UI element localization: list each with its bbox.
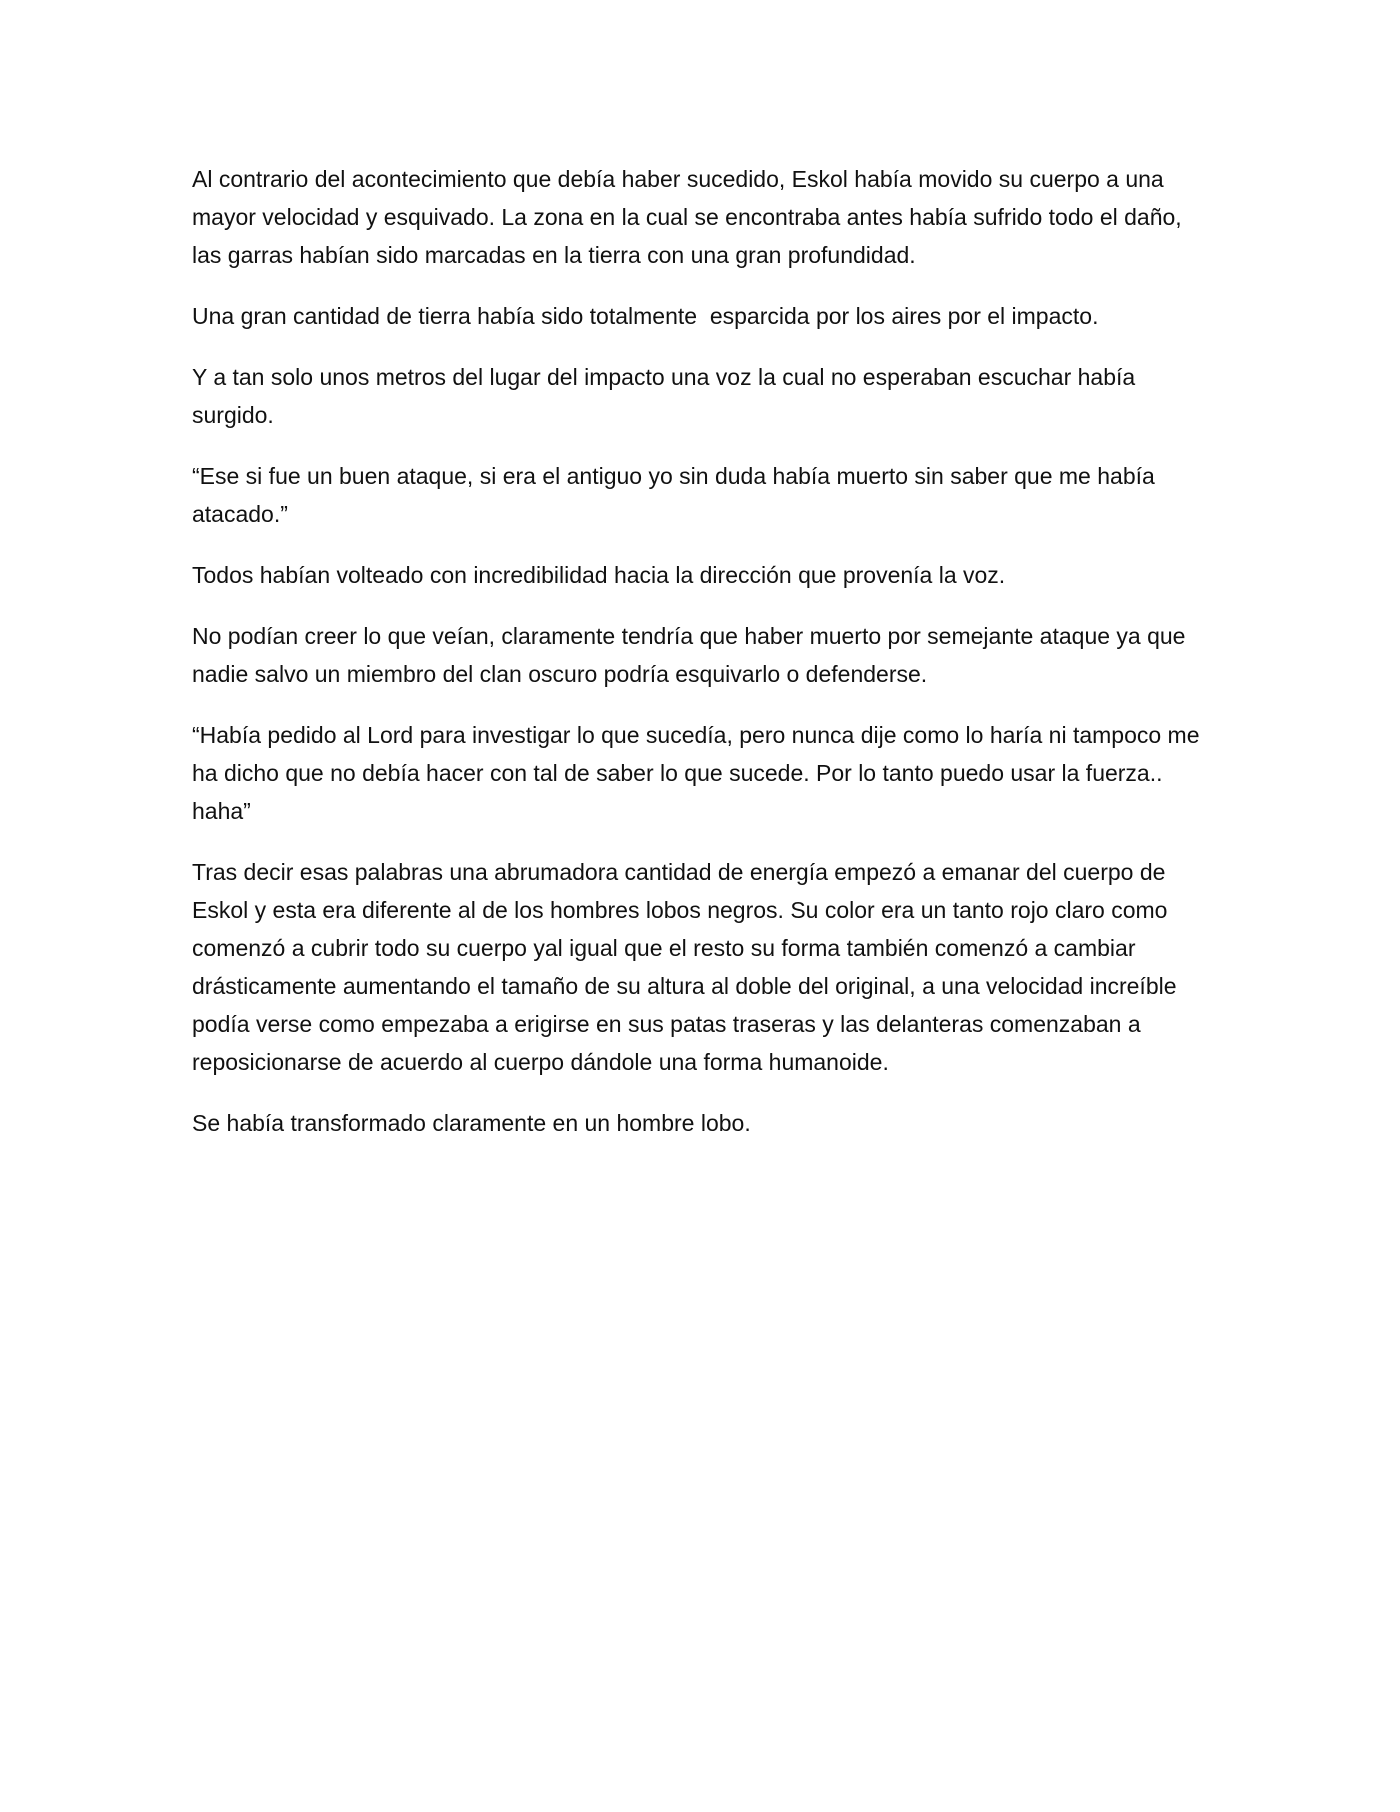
document-body bbox=[192, 160, 1212, 1165]
paragraph-3: Y a tan solo unos metros del lugar del impacto una voz la cual no esperaban escuchar había surgido. bbox=[192, 364, 1142, 428]
paragraph-2: Una gran cantidad de tierra había sido totalmente esparcida por los aires por el impacto. bbox=[192, 303, 1099, 329]
paragraph-1: Al contrario del acontecimiento que debía haber sucedido, Eskol había movido su cuerpo a una mayor velocidad y esquivado. La zona en la cual se encontraba antes había sufrido todo el daño, las garras habían sido marcadas en la tierra con una gran profundidad. bbox=[192, 166, 1189, 268]
paragraph-7: “Había pedido al Lord para investigar lo que sucedía, pero nunca dije como lo haría ni tampoco me ha dicho que no debía hacer con tal de saber lo que sucede. Por lo tanto puedo usar la fuerza.. haha” bbox=[192, 722, 1206, 824]
paragraph-4: “Ese si fue un buen ataque, si era el antiguo yo sin duda había muerto sin saber que me había atacado.” bbox=[192, 463, 1162, 527]
paragraph-5: Todos habían volteado con incredibilidad hacia la dirección que provenía la voz. bbox=[192, 562, 1006, 588]
paragraph-8: Tras decir esas palabras una abrumadora cantidad de energía empezó a emanar del cuerpo de Eskol y esta era diferente al de los hombres lobos negros. Su color era un tanto rojo claro como comenzó a cubrir todo su cuerpo yal igual que el resto su forma también comenzó a cambiar drásticamente aumentando el tamaño de su altura al doble del original, a una velocidad increíble podía verse como empezaba a erigirse en sus patas traseras y las delanteras comenzaban a reposicionarse de acuerdo al cuerpo dándole una forma humanoide. bbox=[192, 859, 1183, 1075]
paragraph-6: No podían creer lo que veían, claramente tendría que haber muerto por semejante ataque ya que nadie salvo un miembro del clan oscuro podría esquivarlo o defenderse. bbox=[192, 623, 1192, 687]
paragraph-9: Se había transformado claramente en un hombre lobo. bbox=[192, 1110, 751, 1136]
